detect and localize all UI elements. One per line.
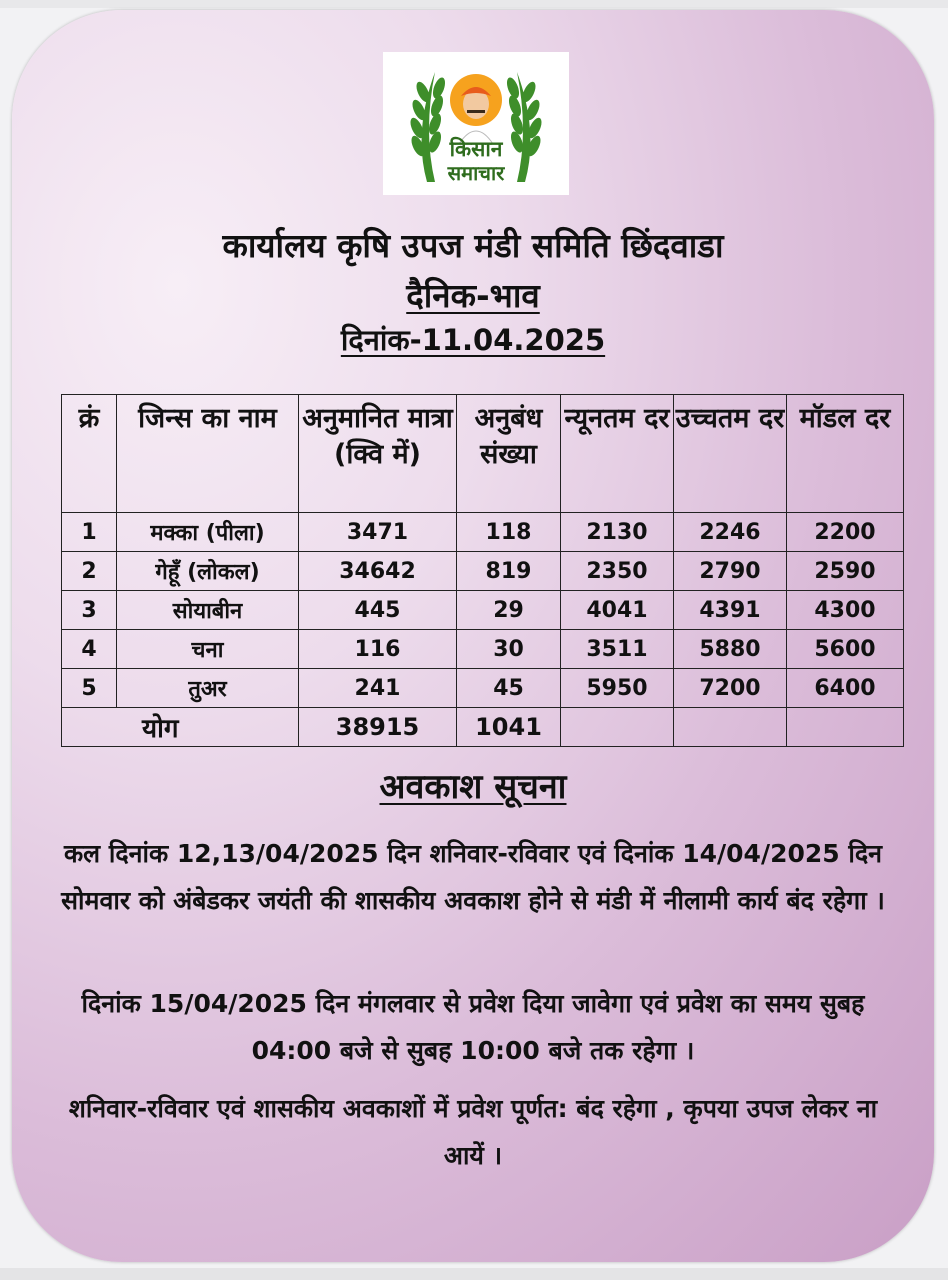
kisan-samachar-logo [383, 52, 569, 195]
office-name: कार्यालय कृषि उपज मंडी समिति छिंदवाडा [222, 226, 724, 265]
cell-qty: 34642 [299, 552, 457, 591]
page-title: दैनिक-भाव [406, 276, 540, 315]
logo-text-line2: समाचार [447, 161, 505, 185]
notice-paragraph-3: शनिवार-रविवार एवं शासकीय अवकाशों में प्रवेश पूर्णत: बंद रहेगा , कृपया उपज लेकर ना आयें । [68, 1094, 878, 1170]
col-header-sr: क्रं [62, 395, 117, 513]
col-header-qty: अनुमानित मात्रा (क्वि में) [299, 395, 457, 513]
cell-sr: 2 [62, 552, 117, 591]
rates-table [61, 394, 904, 747]
cell-modal: 2590 [787, 552, 904, 591]
table-row [62, 669, 904, 708]
cell-count: 30 [457, 630, 561, 669]
col-header-modal: मॉडल दर [787, 395, 904, 513]
total-qty: 38915 [299, 708, 457, 747]
col-header-min: न्यूनतम दर [561, 395, 674, 513]
cell-max: 4391 [674, 591, 787, 630]
total-empty-modal [787, 708, 904, 747]
cell-count: 819 [457, 552, 561, 591]
total-empty-max [674, 708, 787, 747]
cell-max: 7200 [674, 669, 787, 708]
cell-min: 2350 [561, 552, 674, 591]
table-row [62, 513, 904, 552]
notice-paragraph-2: दिनांक 15/04/2025 दिन मंगलवार से प्रवेश दिया जावेगा एवं प्रवेश का समय सुबह 04:00 बजे से सुबह 10:00 बजे तक रहेगा । [81, 989, 865, 1065]
total-label: योग [62, 708, 299, 747]
notice-title: अवकाश सूचना [379, 767, 567, 807]
table-header-row [62, 395, 904, 513]
cell-name: तुअर [117, 669, 299, 708]
cell-count: 118 [457, 513, 561, 552]
notice-title-wrap [12, 762, 934, 808]
cell-qty: 3471 [299, 513, 457, 552]
cell-min: 5950 [561, 669, 674, 708]
cell-qty: 241 [299, 669, 457, 708]
cell-name: मक्का (पीला) [117, 513, 299, 552]
notice-paragraph-1: कल दिनांक 12,13/04/2025 दिन शनिवार-रविवार एवं दिनांक 14/04/2025 दिन सोमवार को अंबेडकर जयंती की शासकीय अवकाश होने से मंडी में नीलामी कार्य बंद रहेगा । [61, 839, 885, 915]
cell-modal: 6400 [787, 669, 904, 708]
cell-sr: 4 [62, 630, 117, 669]
table-total-row [62, 708, 904, 747]
wheat-sun-emblem-icon [383, 52, 569, 195]
date-wrap [12, 320, 934, 359]
col-header-max: उच्चतम दर [674, 395, 787, 513]
notice-card [12, 10, 934, 1262]
col-header-name: जिन्स का नाम [117, 395, 299, 513]
cell-name: सोयाबीन [117, 591, 299, 630]
table-row [62, 630, 904, 669]
cell-qty: 116 [299, 630, 457, 669]
cell-max: 2790 [674, 552, 787, 591]
cell-modal: 4300 [787, 591, 904, 630]
cell-max: 2246 [674, 513, 787, 552]
cell-sr: 3 [62, 591, 117, 630]
bottom-edge [0, 1268, 948, 1280]
cell-min: 4041 [561, 591, 674, 630]
col-header-count: अनुबंध संख्या [457, 395, 561, 513]
cell-name: चना [117, 630, 299, 669]
top-edge [0, 0, 948, 8]
table-row [62, 552, 904, 591]
cell-name: गेहूँ (लोकल) [117, 552, 299, 591]
cell-count: 45 [457, 669, 561, 708]
cell-count: 29 [457, 591, 561, 630]
cell-sr: 1 [62, 513, 117, 552]
cell-sr: 5 [62, 669, 117, 708]
cell-max: 5880 [674, 630, 787, 669]
table-row [62, 591, 904, 630]
cell-min: 3511 [561, 630, 674, 669]
logo-text-line1: किसान [449, 137, 503, 161]
cell-modal: 2200 [787, 513, 904, 552]
cell-modal: 5600 [787, 630, 904, 669]
cell-qty: 445 [299, 591, 457, 630]
total-empty-min [561, 708, 674, 747]
title-wrap [12, 272, 934, 317]
cell-min: 2130 [561, 513, 674, 552]
total-count: 1041 [457, 708, 561, 747]
report-date: दिनांक-11.04.2025 [340, 323, 606, 357]
